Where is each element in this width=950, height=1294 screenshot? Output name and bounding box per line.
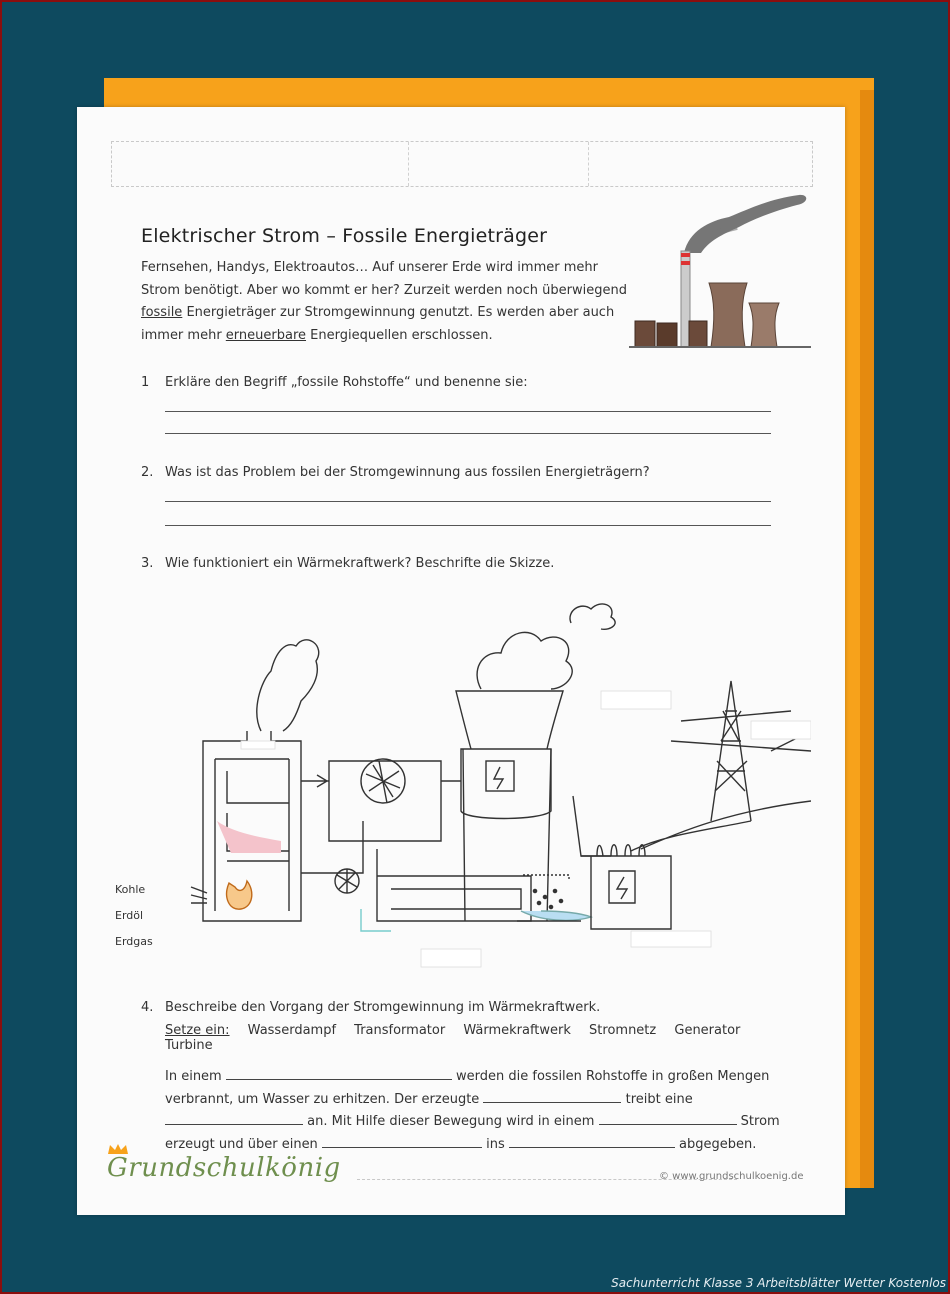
intro-keyword-fossile: fossile [141,305,183,320]
orange-card-edge [860,90,874,1188]
question-text: Wie funktioniert ein Wärmekraftwerk? Beschrifte die Skizze. [165,556,555,571]
word-bank-item: Wasserdampf [247,1023,337,1038]
header-divider [588,142,589,186]
word-bank-item: Transformator [354,1023,446,1038]
answer-line[interactable] [165,525,771,526]
question-text: Beschreibe den Vorgang der Stromgewinnung im Wärmekraftwerk. [165,1000,601,1015]
copyright-text: © www.grundschulkoenig.de [659,1171,804,1182]
cloze-text: treibt eine [625,1092,693,1107]
cloze-text: erzeugt und über einen [165,1137,318,1152]
question-4 [141,1000,600,1015]
cloze-text: werden die fossilen Rohstoffe in großen Mengen [456,1069,770,1084]
word-bank-item: Turbine [165,1038,213,1053]
cloze-line-2 [165,1092,693,1107]
power-plant-sketch [111,591,811,971]
cloze-blank[interactable] [226,1069,452,1080]
intro-text: Energiequellen erschlossen. [306,327,493,343]
question-text: Was ist das Problem bei der Stromgewinnung aus fossilen Energieträgern? [165,465,650,480]
cloze-blank[interactable] [165,1114,303,1125]
cloze-text: an. Mit Hilfe dieser Bewegung wird in einem [307,1114,595,1129]
intro-text: Energieträger zur Stromgewinnung genutzt. Es werden aber auch immer mehr [141,305,615,343]
answer-line[interactable] [165,433,771,434]
question-2 [141,465,650,480]
cloze-text: ins [486,1137,505,1152]
power-plant-illustration [629,191,811,351]
name-date-header [111,141,813,187]
image-caption: Sachunterricht Klasse 3 Arbeitsblätter Wetter Kostenlos [611,1276,946,1290]
answer-line[interactable] [165,501,771,502]
cloze-blank[interactable] [483,1092,621,1103]
intro-paragraph [141,257,641,347]
fuel-label-erdgas: Erdgas [115,935,153,948]
cloze-text: In einem [165,1069,222,1084]
word-bank [165,1023,805,1053]
question-number: 2. [141,465,154,480]
fuel-label-erdoel: Erdöl [115,909,144,922]
word-bank-item: Generator [674,1023,741,1038]
answer-line[interactable] [165,411,771,412]
cloze-line-3 [165,1114,780,1129]
question-number: 3. [141,556,154,571]
question-text: Erkläre den Begriff „fossile Rohstoffe“ und benenne sie: [165,375,528,390]
cloze-blank[interactable] [322,1137,482,1148]
cloze-line-4 [165,1137,756,1152]
question-number: 4. [141,1000,154,1015]
fuel-label-kohle: Kohle [115,883,146,896]
worksheet [77,107,845,1215]
question-3 [141,556,554,571]
word-bank-label: Setze ein: [165,1023,230,1038]
word-bank-item: Wärmekraftwerk [463,1023,571,1038]
brand-logo: Grundschulkönig [107,1153,341,1183]
cloze-text: abgegeben. [679,1137,757,1152]
question-number: 1 [141,375,150,390]
question-1 [141,375,528,390]
cloze-line-1 [165,1069,769,1084]
header-divider [408,142,409,186]
worksheet-title: Elektrischer Strom – Fossile Energieträger [141,225,548,247]
cloze-blank[interactable] [509,1137,675,1148]
intro-text: Fernsehen, Handys, Elektroautos… Auf unserer Erde wird immer mehr Strom benötigt. Aber wo kommt er her? Zurzeit werden noch überwiegend [141,260,627,298]
cloze-text: Strom [740,1114,780,1129]
cloze-text: verbrannt, um Wasser zu erhitzen. Der erzeugte [165,1092,480,1107]
intro-keyword-erneuerbare: erneuerbare [225,327,307,343]
word-bank-item: Stromnetz [589,1023,657,1038]
cloze-blank[interactable] [599,1114,737,1125]
